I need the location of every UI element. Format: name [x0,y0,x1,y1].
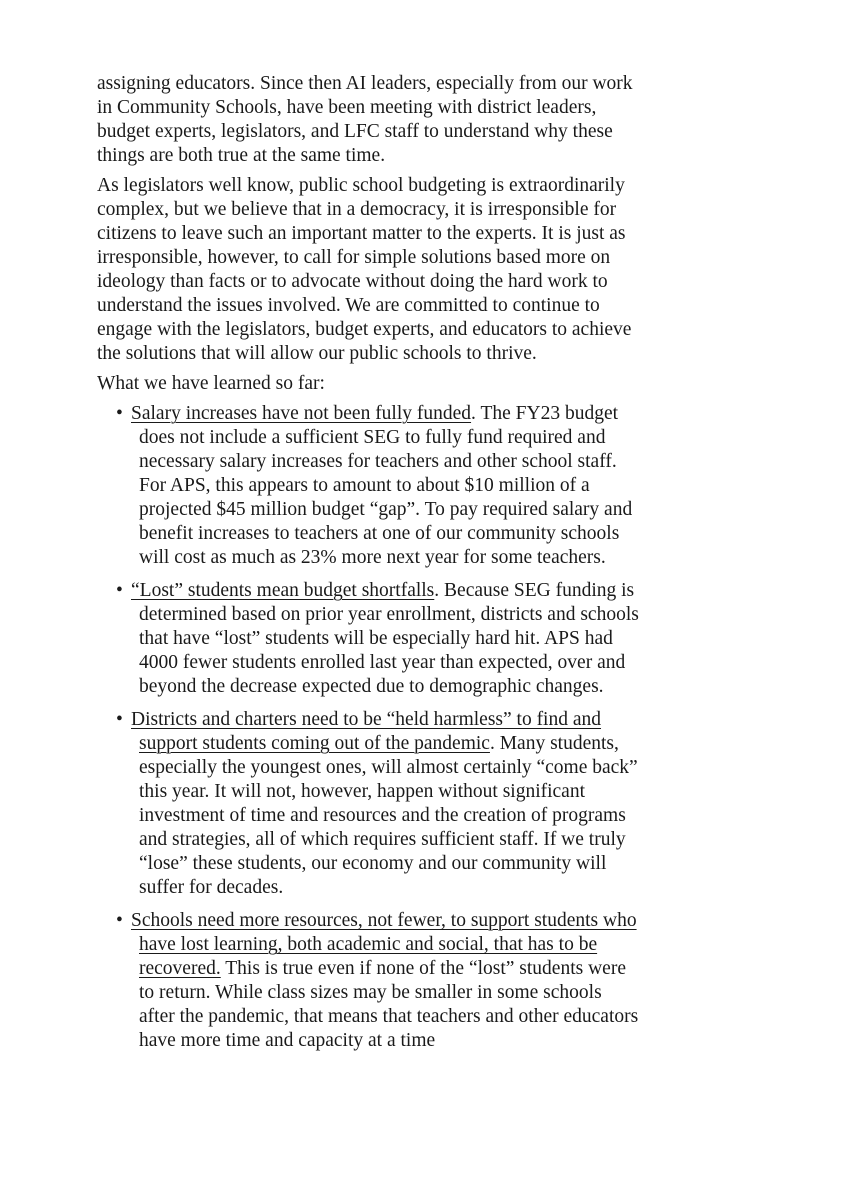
paragraph-budgeting: As legislators well know, public school budgeting is extraordinarily complex, but we believe that in a democracy, it is irresponsible for citizens to leave such an important matter to the experts. It is just as irresponsible, however, to call for simple solutions based more on ideology than facts or to advocate without doing the hard work to understand the issues involved. We are committed to continue to engage with the legislators, budget experts, and educators to achieve the solutions that will allow our public schools to thrive. [97,175,632,364]
list-item-salary [97,402,642,570]
findings-list [97,402,642,1053]
bullet-icon: • [116,910,123,931]
bullet-heading: Schools need more resources, not fewer, to support students who have lost learning, both academic and social, that has to be recovered. [131,910,637,979]
list-item-more-resources [97,909,642,1053]
bullet-body: This is true even if none of the “lost” students were to return. While class sizes may be smaller in some schools after the pandemic, that means that teachers and other educators have more time and capacity at a time [139,958,639,1051]
bullet-icon: • [116,580,123,601]
bullet-body: . Because SEG funding is determined based on prior year enrollment, districts and schools that have “lost” students will be especially hard hit. APS had 4000 fewer students enrolled last year than expected, over and beyond the decrease expected due to demographic changes. [139,580,639,697]
paragraph-learned-heading: What we have learned so far: [97,373,325,394]
bullet-heading: “Lost” students mean budget shortfalls [131,580,435,601]
bullet-heading: Salary increases have not been fully funded [131,403,472,424]
bullet-body: . Many students, especially the youngest ones, will almost certainly “come back” this year. It will not, however, happen without significant investment of time and resources and the creation of programs and strategies, all of which requires sufficient staff. If we truly “lose” these students, our economy and our community will suffer for decades. [139,733,638,898]
bullet-icon: • [116,709,123,730]
list-item-lost-students [97,579,642,699]
bullet-body: . The FY23 budget does not include a sufficient SEG to fully fund required and necessary salary increases for teachers and other school staff. For APS, this appears to amount to about $10 million of a projected $45 million budget “gap”. To pay required salary and benefit increases to teachers at one of our community schools will cost as much as 23% more next year for some teachers. [139,403,633,568]
paragraph-intro: assigning educators. Since then AI leaders, especially from our work in Community Schools, have been meeting with district leaders, budget experts, legislators, and LFC staff to understand why these things are both true at the same time. [97,73,633,166]
bullet-icon: • [116,403,123,424]
list-item-held-harmless [97,708,642,900]
bullet-heading: Districts and charters need to be “held harmless” to find and support students coming out of the pandemic [131,709,602,754]
document-page [97,72,642,1062]
